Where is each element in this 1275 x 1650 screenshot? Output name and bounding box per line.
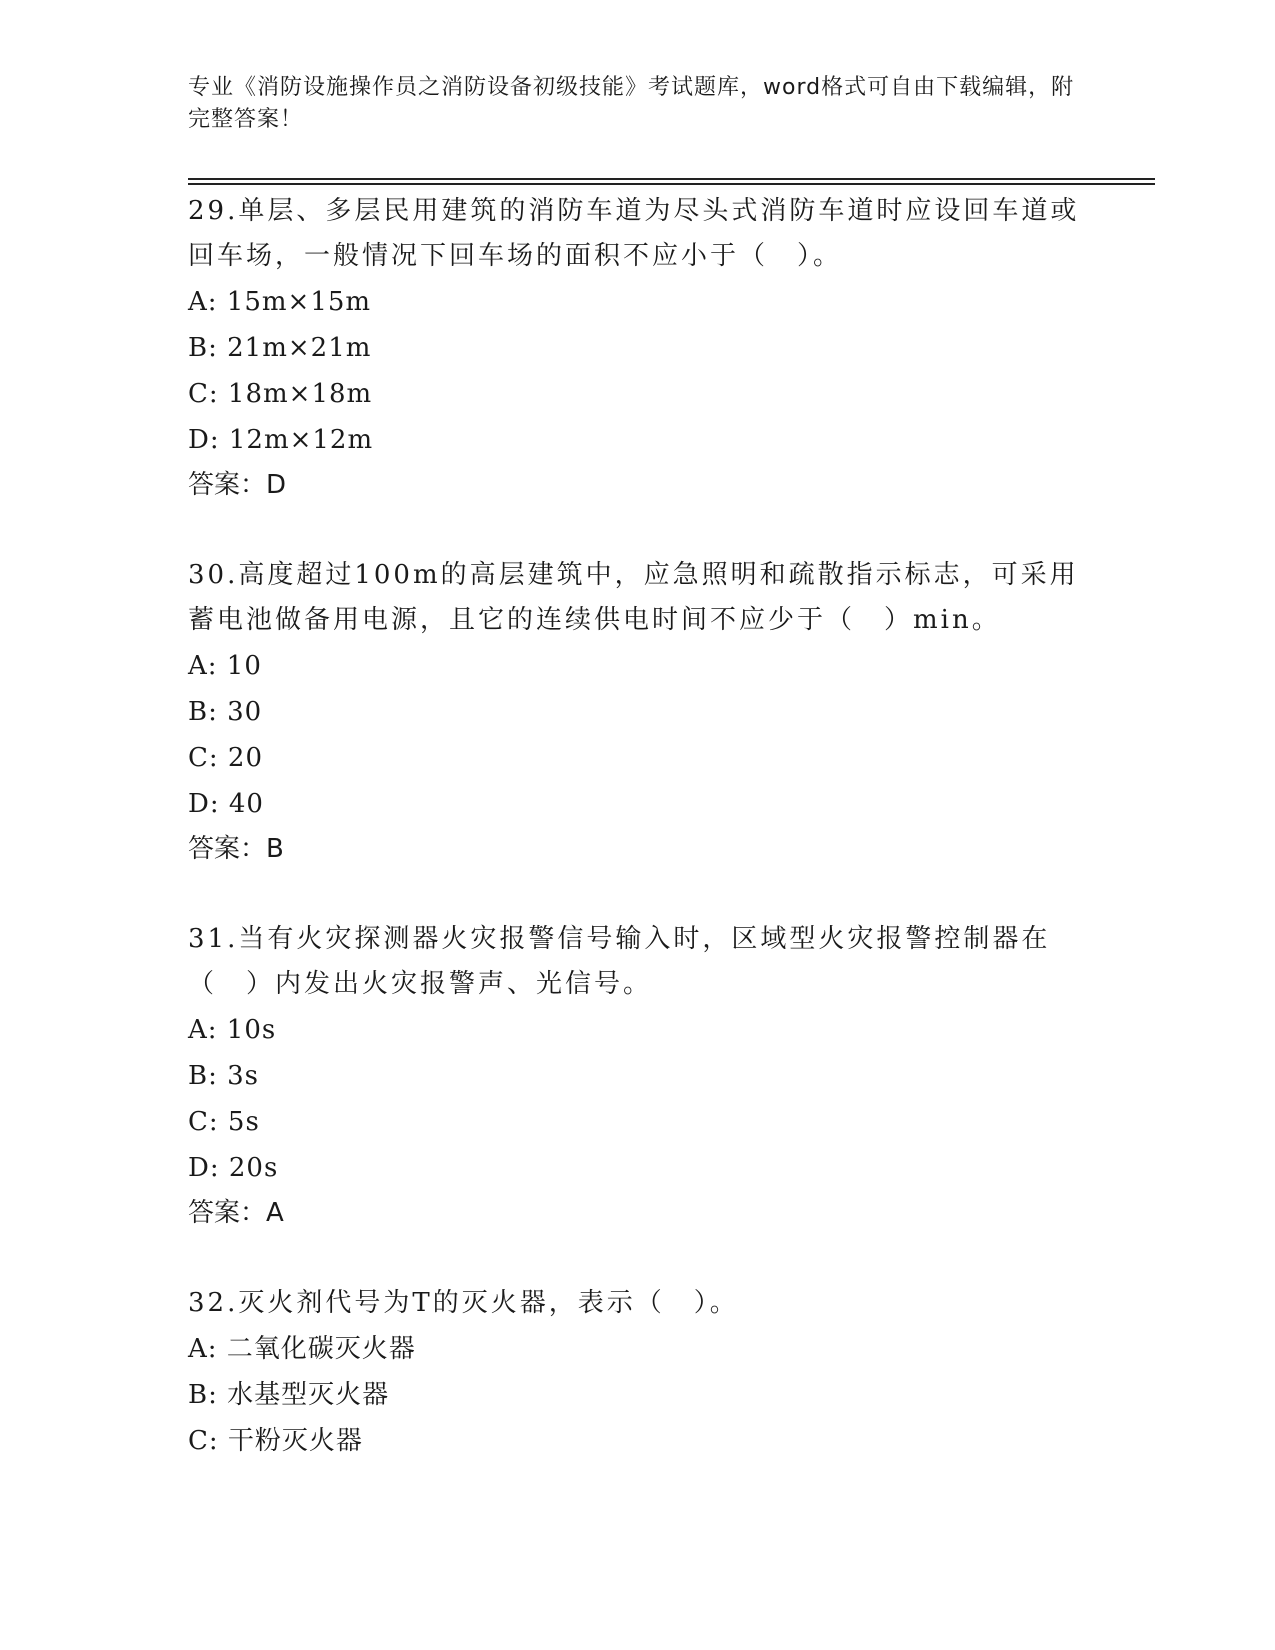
option-d: D: 40	[188, 789, 264, 819]
option-c: C: 18m×18m	[188, 379, 373, 409]
option-a: A: 二氧化碳灭火器	[188, 1334, 416, 1364]
option-c: C: 干粉灭火器	[188, 1426, 363, 1456]
header-divider-top	[188, 178, 1155, 180]
question-stem: 30.高度超过100m的高层建筑中，应急照明和疏散指示标志，可采用蓄电池做备用电源，且它的连续供电时间不应少于（ ）min。	[188, 560, 1079, 635]
option-a: A: 10	[188, 651, 262, 681]
option-b: B: 21m×21m	[188, 333, 372, 363]
question-29	[188, 189, 1088, 507]
option-b: B: 30	[188, 697, 263, 727]
option-a: A: 15m×15m	[188, 287, 372, 317]
answer: 答案：B	[188, 834, 284, 864]
option-b: B: 3s	[188, 1061, 260, 1091]
question-30	[188, 553, 1088, 871]
option-a: A: 10s	[188, 1015, 277, 1045]
answer: 答案：D	[188, 470, 287, 500]
option-c: C: 20	[188, 743, 264, 773]
answer: 答案：A	[188, 1198, 284, 1228]
option-c: C: 5s	[188, 1107, 260, 1137]
header-divider-bottom	[188, 183, 1155, 185]
question-31	[188, 917, 1088, 1235]
document-header: 专业《消防设施操作员之消防设备初级技能》考试题库，word格式可自由下载编辑，附完整答案！	[188, 75, 1075, 132]
question-stem: 32.灭火剂代号为T的灭火器，表示（ ）。	[188, 1288, 739, 1318]
option-d: D: 12m×12m	[188, 425, 374, 455]
question-stem: 29.单层、多层民用建筑的消防车道为尽头式消防车道时应设回车道或回车场，一般情况下回车场的面积不应小于（ ）。	[188, 196, 1080, 271]
option-b: B: 水基型灭火器	[188, 1380, 390, 1410]
option-d: D: 20s	[188, 1153, 279, 1183]
question-stem: 31.当有火灾探测器火灾报警信号输入时，区域型火灾报警控制器在（ ）内发出火灾报警声、光信号。	[188, 924, 1051, 999]
question-32	[188, 1281, 1088, 1464]
